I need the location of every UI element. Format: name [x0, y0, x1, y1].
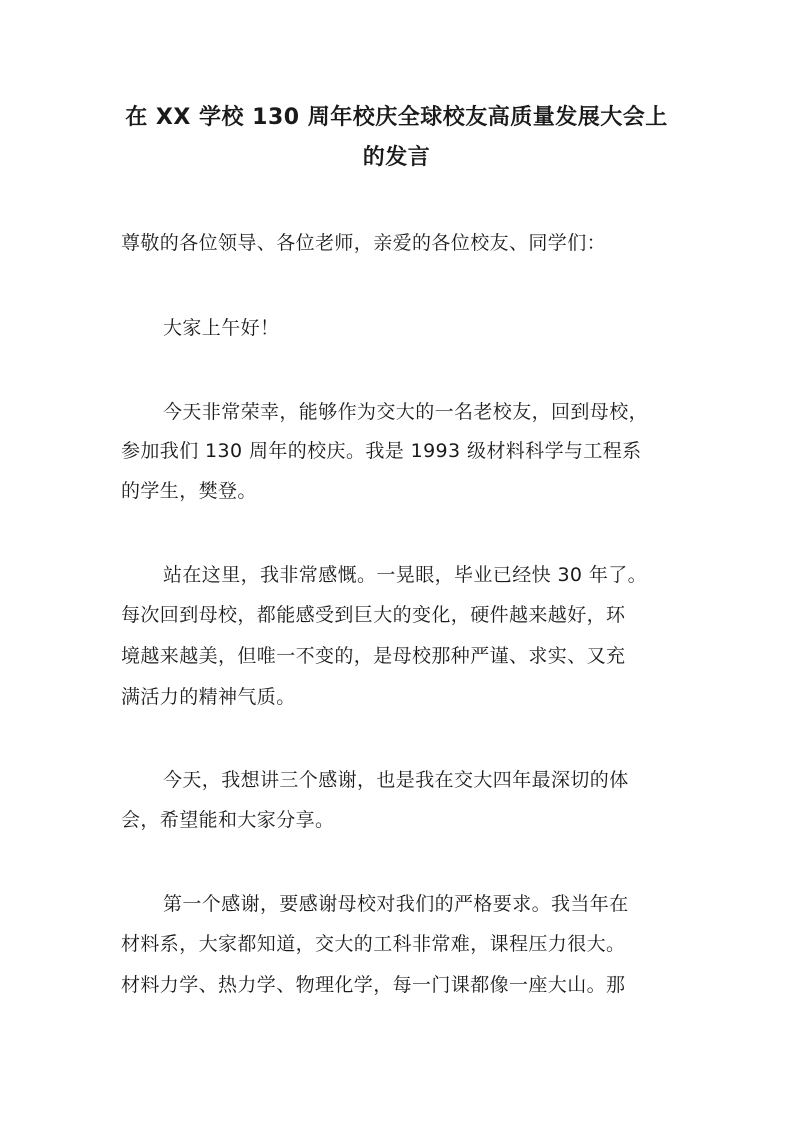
paragraph-line: 境越来越美，但唯一不变的，是母校那种严谨、求实、又充	[121, 645, 626, 667]
paragraph-line: 的学生，樊登。	[121, 480, 257, 502]
paragraph-line: 参加我们 130 周年的校庆。我是 1993 级材料科学与工程系	[121, 440, 642, 462]
paragraph-line: 会，希望能和大家分享。	[121, 809, 335, 831]
paragraph-line: 材料力学、热力学、物理化学，每一门课都像一座大山。那	[121, 974, 626, 996]
greeting-text: 大家上午好！	[163, 317, 280, 339]
paragraph-line: 材料系，大家都知道，交大的工科非常难，课程压力很大。	[121, 933, 626, 955]
paragraph-line: 第一个感谢，要感谢母校对我们的严格要求。我当年在	[163, 893, 629, 915]
document-title-line-2: 的发言	[362, 145, 431, 170]
salutation-text: 尊敬的各位领导、各位老师，亲爱的各位校友、同学们：	[121, 232, 607, 254]
paragraph-line: 今天非常荣幸，能够作为交大的一名老校友，回到母校，	[163, 401, 649, 423]
paragraph-line: 今天，我想讲三个感谢，也是我在交大四年最深切的体	[163, 769, 629, 791]
paragraph-line: 每次回到母校，都能感受到巨大的变化，硬件越来越好，环	[121, 604, 626, 626]
paragraph-line: 站在这里，我非常感慨。一晃眼，毕业已经快 30 年了。	[163, 564, 648, 586]
paragraph-line: 满活力的精神气质。	[121, 686, 296, 708]
document-title-line-1: 在 XX 学校 130 周年校庆全球校友高质量发展大会上	[125, 105, 668, 130]
